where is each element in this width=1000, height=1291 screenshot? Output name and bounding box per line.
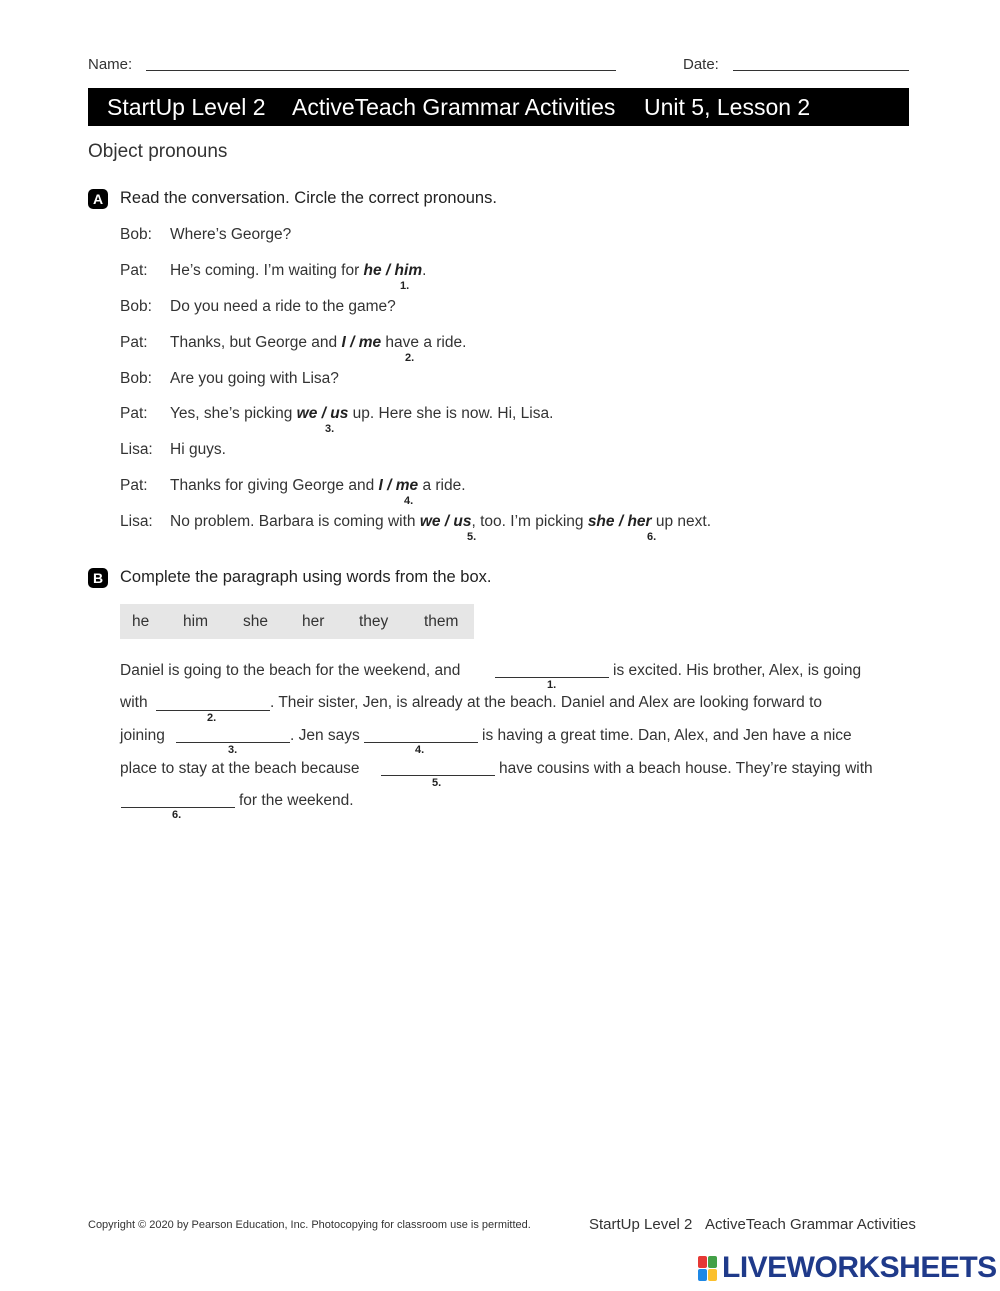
line-text: Are you going with Lisa?	[170, 370, 339, 387]
liveworksheets-brand[interactable]: LIVEWORKSHEETS	[722, 1251, 997, 1284]
speaker: Pat:	[120, 262, 148, 279]
paragraph-text: . Their sister, Jen, is already at the beach. Daniel and Alex are looking forward to	[270, 694, 822, 711]
name-label: Name:	[88, 56, 133, 73]
line-text	[170, 477, 466, 495]
blank-number: 5.	[432, 777, 442, 789]
pronoun-choice-2[interactable]: I / me	[341, 334, 382, 351]
line-text	[170, 405, 553, 423]
paragraph-text: . Jen says	[290, 727, 360, 744]
speaker: Lisa:	[120, 441, 153, 458]
paragraph-text: joining	[120, 727, 165, 744]
blank-number: 4.	[415, 744, 425, 756]
line-pre: No problem. Barbara is coming with	[170, 513, 420, 530]
word-box-item: her	[302, 613, 325, 630]
paragraph-text: for the weekend.	[239, 792, 354, 809]
footer-series: ActiveTeach Grammar Activities	[705, 1216, 916, 1233]
word-box-item: they	[359, 613, 389, 630]
line-text	[170, 334, 466, 352]
title-unit: Unit 5, Lesson 2	[644, 94, 811, 120]
line-pre: Yes, she’s picking	[170, 405, 297, 422]
word-box-item: them	[424, 613, 459, 630]
title-series: ActiveTeach Grammar Activities	[292, 94, 616, 120]
speaker: Bob:	[120, 370, 152, 387]
pronoun-choice-4[interactable]: I / me	[378, 477, 419, 494]
paragraph-text: have cousins with a beach house. They’re staying with	[499, 760, 873, 777]
word-box-item: him	[183, 613, 208, 630]
footer-course: StartUp Level 2	[589, 1216, 693, 1233]
title-course: StartUp Level 2	[107, 94, 266, 120]
line-pre: He’s coming. I’m waiting for	[170, 262, 364, 279]
pronoun-choice-5[interactable]: we / us	[419, 513, 472, 530]
speaker: Lisa:	[120, 513, 153, 530]
page-subtitle: Object pronouns	[88, 141, 228, 162]
speaker: Pat:	[120, 405, 148, 422]
line-text	[170, 513, 711, 531]
word-box-item: she	[243, 613, 268, 630]
blank-number: 3.	[228, 744, 238, 756]
line-post: a ride.	[418, 477, 466, 494]
section-a-badge: A	[88, 189, 108, 209]
liveworksheets-logo-icon	[698, 1256, 718, 1282]
pronoun-choice-3[interactable]: we / us	[296, 405, 349, 422]
paragraph-text: is having a great time. Dan, Alex, and Jen have a nice	[482, 727, 852, 744]
paragraph-text: Daniel is going to the beach for the weekend, and	[120, 662, 461, 679]
line-pre: Thanks for giving George and	[170, 477, 379, 494]
blank-number: 2.	[207, 712, 217, 724]
item-number: 6.	[647, 531, 657, 543]
item-number: 5.	[467, 531, 477, 543]
section-b-instruction: Complete the paragraph using words from the box.	[120, 568, 492, 586]
paragraph-text: is excited. His brother, Alex, is going	[613, 662, 862, 679]
line-pre: Thanks, but George and	[170, 334, 342, 351]
word-box	[120, 604, 474, 639]
name-field[interactable]	[146, 70, 616, 71]
line-text: Where’s George?	[170, 226, 292, 243]
speaker: Bob:	[120, 226, 152, 243]
copyright-notice: Copyright © 2020 by Pearson Education, Inc. Photocopying for classroom use is permitted.	[88, 1219, 531, 1231]
date-field[interactable]	[733, 70, 909, 71]
answer-blank-1[interactable]	[495, 677, 609, 678]
line-text	[170, 262, 426, 280]
answer-blank-3[interactable]	[176, 742, 290, 743]
line-post: have a ride.	[381, 334, 467, 351]
title-bar	[88, 88, 909, 126]
line-text: Hi guys.	[170, 441, 226, 458]
answer-blank-6[interactable]	[121, 807, 235, 808]
pronoun-choice-1[interactable]: he / him	[363, 262, 423, 279]
pronoun-choice-6[interactable]: she / her	[587, 513, 652, 530]
item-number: 1.	[400, 280, 410, 292]
answer-blank-5[interactable]	[381, 775, 495, 776]
line-text: Do you need a ride to the game?	[170, 298, 396, 315]
word-box-item: he	[132, 613, 150, 630]
item-number: 2.	[405, 352, 415, 364]
speaker: Pat:	[120, 477, 148, 494]
item-number: 3.	[325, 423, 335, 435]
section-b-badge: B	[88, 568, 108, 588]
blank-number: 1.	[547, 679, 557, 691]
line-post: up next.	[651, 513, 712, 530]
item-number: 4.	[404, 495, 414, 507]
line-mid: , too. I’m picking	[471, 513, 588, 530]
speaker: Pat:	[120, 334, 148, 351]
line-post: up. Here she is now. Hi, Lisa.	[348, 405, 554, 422]
speaker: Bob:	[120, 298, 152, 315]
answer-blank-4[interactable]	[364, 742, 478, 743]
paragraph-text: with	[120, 694, 148, 711]
section-a-instruction: Read the conversation. Circle the correct pronouns.	[120, 189, 497, 207]
line-post: .	[422, 262, 427, 279]
paragraph-text: place to stay at the beach because	[120, 760, 360, 777]
date-label: Date:	[683, 56, 719, 73]
answer-blank-2[interactable]	[156, 710, 270, 711]
blank-number: 6.	[172, 809, 182, 821]
